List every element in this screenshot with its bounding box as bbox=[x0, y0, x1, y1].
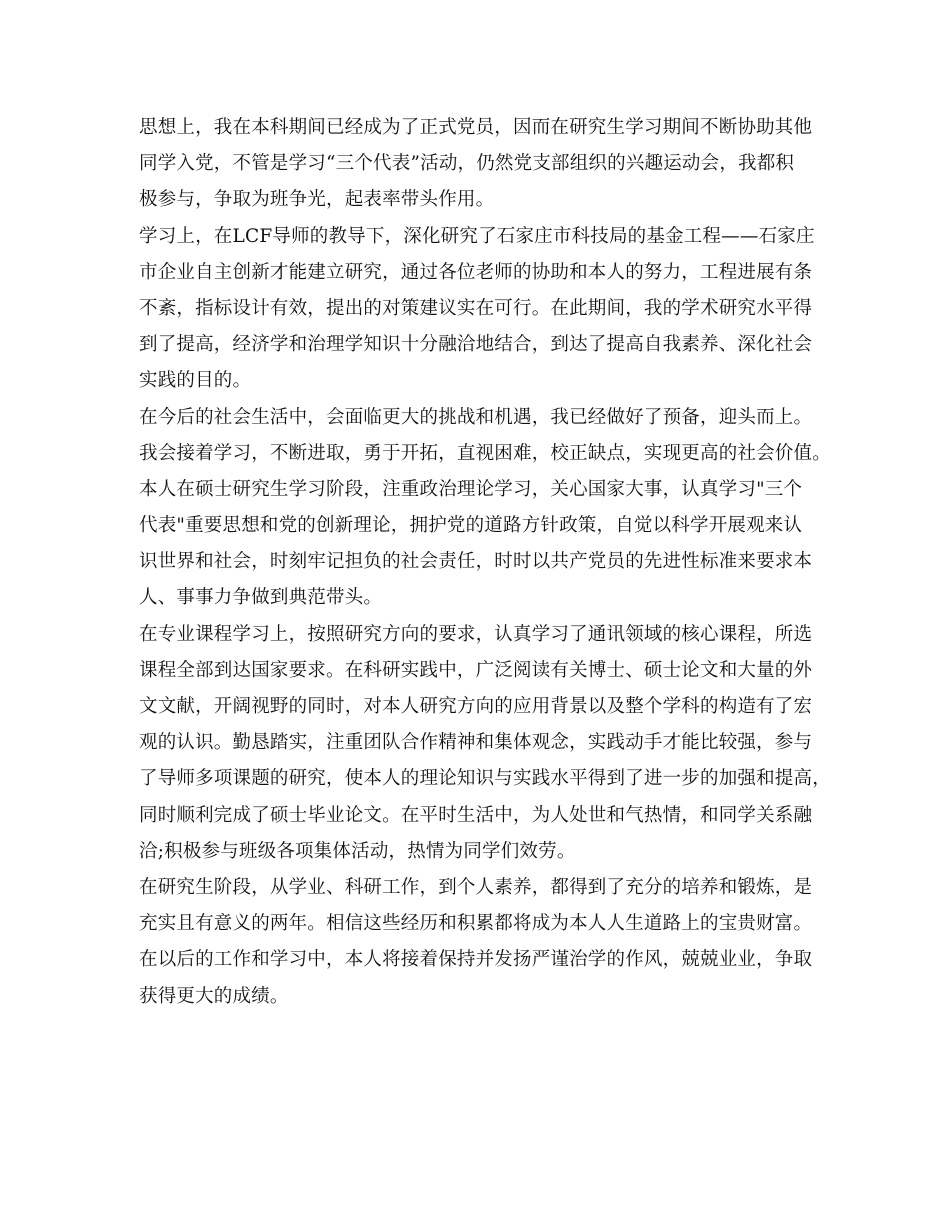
text-line: 在以后的工作和学习中，本人将接着保持并发扬严谨治学的作风，兢兢业业，争取 bbox=[139, 949, 813, 971]
text-line: 了导师多项课题的研究，使本人的理论知识与实践水平得到了进一步的加强和提高， bbox=[139, 768, 831, 790]
document-body bbox=[139, 110, 829, 1015]
text-line: 观的认识。勤恳踏实，注重团队合作精神和集体观念，实践动手才能比较强，参与 bbox=[139, 732, 813, 754]
text-line: 实践的目的。 bbox=[139, 370, 252, 392]
text-line: 充实且有意义的两年。相信这些经历和积累都将成为本人人生道路上的宝贵财富。 bbox=[139, 913, 813, 935]
text-line: 不紊，指标设计有效，提出的对策建议实在可行。在此期间，我的学术研究水平得 bbox=[139, 297, 813, 319]
text-line: 思想上，我在本科期间已经成为了正式党员，因而在研究生学习期间不断协助其他 bbox=[139, 117, 813, 138]
text-line: 在研究生阶段，从学业、科研工作，到个人素养，都得到了充分的培养和锻炼，是 bbox=[139, 876, 813, 898]
text-line: 我会接着学习，不断进取，勇于开拓，直视困难，校正缺点，实现更高的社会价值。 bbox=[139, 442, 831, 464]
text-line: 同学入党，不管是学习“三个代表”活动，仍然党支部组织的兴趣运动会，我都积 bbox=[139, 153, 795, 175]
text-line: 获得更大的成绩。 bbox=[139, 985, 289, 1007]
text-line: 洽;积极参与班级各项集体活动，热情为同学们效劳。 bbox=[139, 840, 576, 862]
text-line: 在今后的社会生活中，会面临更大的挑战和机遇，我已经做好了预备，迎头而上。 bbox=[139, 406, 813, 428]
text-line: 同时顺利完成了硕士毕业论文。在平时生活中，为人处世和气热情，和同学关系融 bbox=[139, 804, 813, 826]
text-line: 代表"重要思想和党的创新理论，拥护党的道路方针政策，自觉以科学开展观来认 bbox=[139, 515, 803, 537]
text-line: 在专业课程学习上，按照研究方向的要求，认真学习了通讯领域的核心课程，所选 bbox=[139, 623, 813, 645]
text-line: 文文献，开阔视野的同时，对本人研究方向的应用背景以及整个学科的构造有了宏 bbox=[139, 696, 813, 717]
text-line: 人、事事力争做到典范带头。 bbox=[139, 587, 383, 609]
text-line: 学习上，在LCF导师的教导下，深化研究了石家庄市科技局的基金工程——石家庄 bbox=[139, 225, 815, 247]
text-line: 市企业自主创新才能建立研究，通过各位老师的协助和本人的努力，工程进展有条 bbox=[139, 261, 813, 283]
text-line: 识世界和社会，时刻牢记担负的社会责任，时时以共产党员的先进性标准来要求本 bbox=[139, 551, 813, 573]
text-line: 课程全部到达国家要求。在科研实践中，广泛阅读有关博士、硕士论文和大量的外 bbox=[139, 659, 813, 681]
text-line: 到了提高，经济学和治理学知识十分融洽地结合，到达了提高自我素养、深化社会 bbox=[139, 334, 813, 356]
text-line: 极参与，争取为班争光，起表率带头作用。 bbox=[139, 189, 495, 211]
text-line: 本人在硕士研究生学习阶段，注重政治理论学习，关心国家大事，认真学习"三个 bbox=[139, 478, 803, 500]
